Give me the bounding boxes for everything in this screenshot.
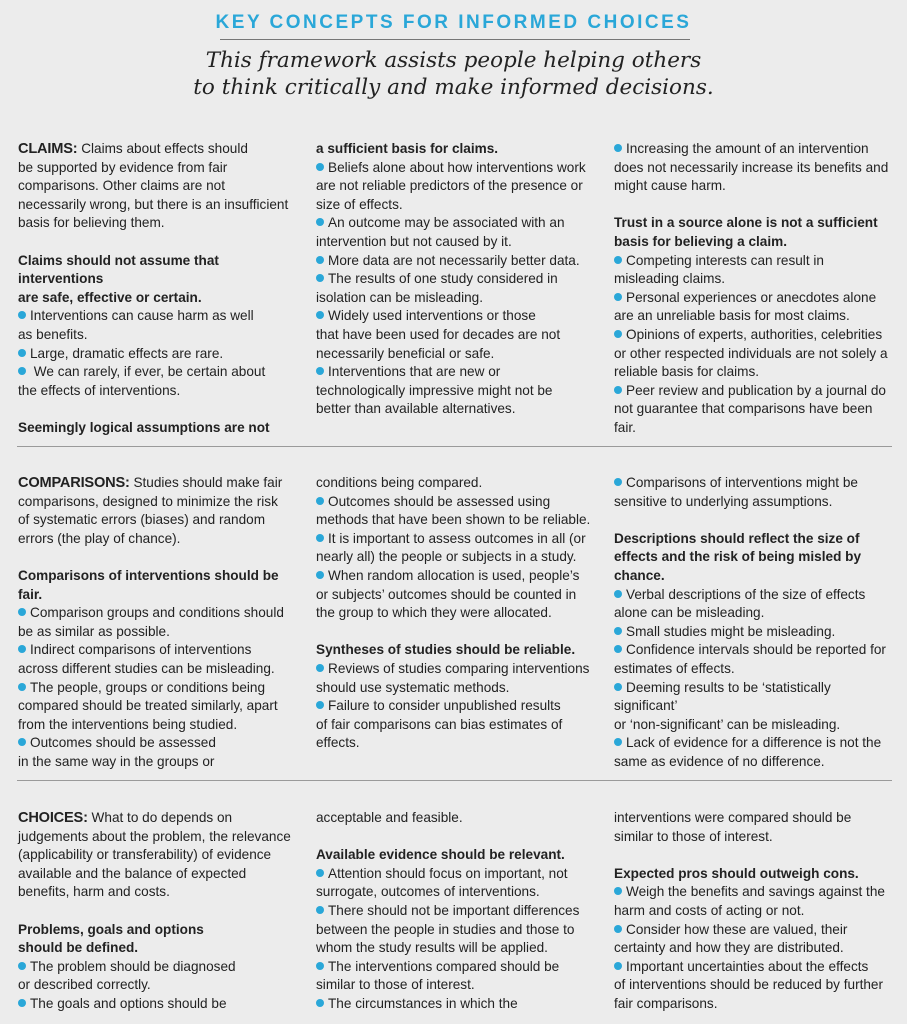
bullet-dot-icon: [18, 349, 26, 357]
bullet-item: Confidence intervals should be reported for: [614, 641, 896, 660]
bullet-item: Large, dramatic effects are rare.: [18, 345, 300, 364]
page-subtitle: [0, 47, 907, 101]
choices-column-3: interventions were compared should be similar to those of interest. Expected pros should outweigh cons. Weigh the benefits and savings against the harm and costs of acting or not. Consider how these are valued, their certainty and how they are distributed. Important uncertainties about the effects of interventions should be reduced by further fair comparisons.: [614, 809, 896, 1014]
bullet-item: The people, groups or conditions being: [18, 679, 300, 698]
bullet-dot-icon: [18, 367, 26, 375]
concept-heading: Descriptions should reflect the size of: [614, 530, 860, 546]
concept-heading: Trust in a source alone is not a sufficient: [614, 215, 878, 231]
title-underline: [220, 39, 690, 40]
bullet-item: The results of one study considered in: [316, 270, 598, 289]
concept-heading: Claims should not assume that interventions: [18, 252, 219, 287]
concept-heading: should be defined.: [18, 940, 139, 956]
bullet-item: Comparisons of interventions might be: [614, 474, 896, 493]
concept-heading: Available evidence should be relevant.: [316, 847, 565, 863]
bullet-item: Important uncertainties about the effects: [614, 958, 896, 977]
bullet-dot-icon: [614, 256, 622, 264]
bullet-dot-icon: [18, 311, 26, 319]
bullet-item: It is important to assess outcomes in all (or: [316, 530, 598, 549]
comparisons-column-3: Comparisons of interventions might be sensitive to underlying assumptions. Descriptions should reflect the size of effects and the risk of being misled by chance. Verbal descriptions of the size of effects alone can be misleading. Small studies might be misleading. Confidence intervals should be reported for estimates of effects. Deeming results to be ‘statistically significant’ or ‘non-significant’ can be misleading. Lack of evidence for a difference is not the same as evidence of no difference.: [614, 474, 896, 772]
bullet-dot-icon: [614, 925, 622, 933]
bullet-item: Increasing the amount of an intervention: [614, 140, 896, 159]
bullet-dot-icon: [18, 962, 26, 970]
bullet-item: Widely used interventions or those: [316, 307, 598, 326]
bullet-dot-icon: [316, 664, 324, 672]
choices-column-2: acceptable and feasible. Available evidence should be relevant. Attention should focus on important, not surrogate, outcomes of interventions. There should not be important differences between the people in studies and those to whom the study results will be applied. The interventions compared should be similar to those of interest. The circumstances in which the: [316, 809, 598, 1014]
bullet-dot-icon: [614, 590, 622, 598]
bullet-dot-icon: [316, 999, 324, 1007]
bullet-dot-icon: [18, 683, 26, 691]
bullet-dot-icon: [614, 887, 622, 895]
bullet-dot-icon: [614, 478, 622, 486]
bullet-dot-icon: [614, 962, 622, 970]
bullet-dot-icon: [316, 534, 324, 542]
bullet-item: Beliefs alone about how interventions work: [316, 159, 598, 178]
concept-heading: Expected pros should outweigh cons.: [614, 865, 859, 881]
bullet-dot-icon: [316, 218, 324, 226]
concept-heading: Problems, goals and options: [18, 921, 204, 937]
choices-column-1: CHOICES: What to do depends on judgements about the problem, the relevance (applicability or transferability) of evidence available and the balance of expected benefits, harm and costs. Problems, goals and options should be defined. The problem should be diagnosed or described correctly. The goals and options should be: [18, 809, 300, 1014]
bullet-item: The problem should be diagnosed: [18, 958, 300, 977]
bullet-item: Attention should focus on important, not: [316, 865, 598, 884]
claims-intro: CLAIMS: Claims about effects should: [18, 141, 248, 157]
concept-heading: effects and the risk of being misled by: [614, 549, 862, 565]
section-divider: [17, 780, 892, 781]
bullet-dot-icon: [614, 738, 622, 746]
comparisons-column-2: conditions being compared. Outcomes should be assessed using methods that have been shown to be reliable. It is important to assess outcomes in all (or nearly all) the people or subjects in a study. When random allocation is used, people’s or subjects’ outcomes should be counted in the group to which they were allocated. Syntheses of studies should be reliable. Reviews of studies comparing interventions should use systematic methods. Failure to consider unpublished results of fair comparisons can bias estimates of effects.: [316, 474, 598, 753]
concept-heading: are safe, effective or certain.: [18, 289, 202, 305]
bullet-dot-icon: [614, 386, 622, 394]
bullet-dot-icon: [316, 497, 324, 505]
bullet-dot-icon: [316, 367, 324, 375]
bullet-item: Deeming results to be ‘statistically significant’: [614, 679, 831, 714]
bullet-item: More data are not necessarily better data.: [316, 252, 598, 271]
bullet-item: Lack of evidence for a difference is not the: [614, 734, 896, 753]
bullet-item: The interventions compared should be: [316, 958, 598, 977]
choices-intro: CHOICES: What to do depends on: [18, 810, 233, 826]
bullet-item: Weigh the benefits and savings against the: [614, 883, 896, 902]
bullet-item: Opinions of experts, authorities, celebrities: [614, 326, 896, 345]
subtitle-line: This framework assists people helping others: [205, 48, 702, 73]
bullet-item: The goals and options should be: [18, 995, 300, 1014]
bullet-dot-icon: [18, 999, 26, 1007]
bullet-item: Consider how these are valued, their: [614, 921, 896, 940]
bullet-item: Peer review and publication by a journal do: [614, 382, 896, 401]
bullet-item: Reviews of studies comparing interventions: [316, 660, 598, 679]
bullet-item: Interventions that are new or: [316, 363, 598, 382]
comparisons-intro: COMPARISONS: Studies should make fair: [18, 475, 283, 491]
section-label-comparisons: COMPARISONS:: [18, 475, 130, 491]
section-label-claims: CLAIMS:: [18, 141, 78, 157]
bullet-dot-icon: [18, 738, 26, 746]
concept-heading: Seemingly logical assumptions are not: [18, 419, 270, 435]
bullet-dot-icon: [316, 311, 324, 319]
bullet-dot-icon: [316, 962, 324, 970]
concept-heading: a sufficient basis for claims.: [316, 141, 499, 156]
bullet-dot-icon: [316, 274, 324, 282]
bullet-dot-icon: [316, 701, 324, 709]
bullet-dot-icon: [614, 627, 622, 635]
bullet-item: Comparison groups and conditions should: [18, 604, 300, 623]
bullet-item: The circumstances in which the: [316, 995, 598, 1014]
section-divider: [17, 446, 892, 447]
bullet-item: An outcome may be associated with an: [316, 214, 598, 233]
bullet-dot-icon: [316, 256, 324, 264]
bullet-item: Personal experiences or anecdotes alone: [614, 289, 896, 308]
bullet-item: Interventions can cause harm as well: [18, 307, 300, 326]
subtitle-line: to think critically and make informed decisions.: [193, 75, 714, 100]
bullet-dot-icon: [316, 163, 324, 171]
concept-heading: basis for believing a claim.: [614, 233, 788, 249]
claims-column-2: a sufficient basis for claims. Beliefs alone about how interventions work are not reliable predictors of the presence or size of effects. An outcome may be associated with an intervention but not caused by it. More data are not necessarily better data. The results of one study considered in isolation can be misleading. Widely used interventions or those that have been used for decades are not necessarily beneficial or safe. Interventions that are new or technologically impressive might not be better than available alternatives.: [316, 140, 598, 419]
section-label-choices: CHOICES:: [18, 810, 88, 826]
bullet-item: Outcomes should be assessed: [18, 734, 300, 753]
bullet-item: Indirect comparisons of interventions: [18, 641, 300, 660]
bullet-item: When random allocation is used, people’s: [316, 567, 598, 586]
bullet-dot-icon: [316, 869, 324, 877]
comparisons-column-1: COMPARISONS: Studies should make fair comparisons, designed to minimize the risk of systematic errors (biases) and random errors (the play of chance). Comparisons of interventions should be fair. Comparison groups and conditions should be as similar as possible. Indirect comparisons of interventions across different studies can be misleading. The people, groups or conditions being compared should be treated similarly, apart from the interventions being studied. Outcomes should be assessed in the same way in the groups or: [18, 474, 300, 772]
concept-heading: Syntheses of studies should be reliable.: [316, 642, 576, 658]
concept-heading: chance.: [614, 567, 665, 583]
bullet-dot-icon: [316, 906, 324, 914]
bullet-item: We can rarely, if ever, be certain about: [18, 363, 300, 382]
bullet-item: There should not be important differences: [316, 902, 598, 921]
claims-column-1: CLAIMS: Claims about effects should be supported by evidence from fair comparisons. Other claims are not necessarily wrong, but there is an insufficient basis for believing them. Claims should not assume that interventions are safe, effective or certain. Interventions can cause harm as well as benefits. Large, dramatic effects are rare. We can rarely, if ever, be certain about the effects of interventions. Seemingly logical assumptions are not: [18, 140, 300, 438]
bullet-dot-icon: [614, 330, 622, 338]
bullet-dot-icon: [614, 683, 622, 691]
bullet-item: Failure to consider unpublished results: [316, 697, 598, 716]
claims-column-3: Increasing the amount of an intervention does not necessarily increase its benefits and might cause harm. Trust in a source alone is not a sufficient basis for believing a claim. Competing interests can result in misleading claims. Personal experiences or anecdotes alone are an unreliable basis for most claims. Opinions of experts, authorities, celebrities or other respected individuals are not solely a reliable basis for claims. Peer review and publication by a journal do not guarantee that comparisons have been fair.: [614, 140, 896, 438]
bullet-dot-icon: [316, 571, 324, 579]
bullet-item: Outcomes should be assessed using: [316, 493, 598, 512]
page-title: KEY CONCEPTS FOR INFORMED CHOICES: [215, 12, 692, 33]
bullet-item: Competing interests can result in: [614, 252, 896, 271]
bullet-dot-icon: [18, 645, 26, 653]
bullet-item: Verbal descriptions of the size of effects: [614, 586, 896, 605]
bullet-dot-icon: [614, 645, 622, 653]
bullet-dot-icon: [614, 144, 622, 152]
concept-heading: Comparisons of interventions should be fair.: [18, 567, 279, 602]
bullet-item: Small studies might be misleading.: [614, 623, 896, 642]
bullet-dot-icon: [614, 293, 622, 301]
bullet-dot-icon: [18, 608, 26, 616]
